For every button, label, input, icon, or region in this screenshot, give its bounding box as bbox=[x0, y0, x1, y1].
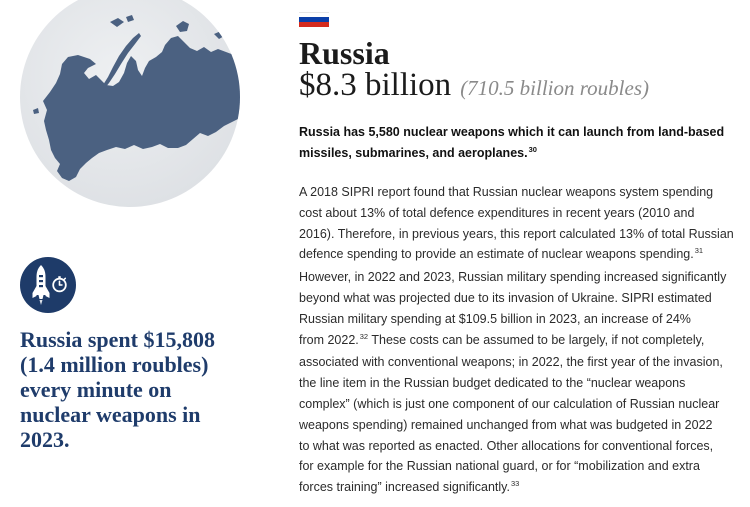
body-line bbox=[299, 477, 734, 500]
stat-line: 2023. bbox=[20, 427, 70, 452]
body-line: cost about 13% of total defence expenditures in recent years (2010 and bbox=[299, 205, 695, 220]
body-line: 2016). Therefore, in previous years, this report calculated 13% of total Russian bbox=[299, 226, 734, 241]
body-line: complex” (which is just one component of our calculation of Russian nuclear bbox=[299, 396, 720, 411]
rocket-stopwatch-icon bbox=[20, 257, 76, 313]
flag-stripe-red bbox=[299, 22, 329, 27]
body-line: the line item in the Russian budget dedicated to the “nuclear weapons bbox=[299, 376, 686, 391]
russia-globe-map bbox=[0, 0, 250, 212]
stat-line: every minute on bbox=[20, 377, 172, 402]
body-line: beyond what was projected due to its invasion of Ukraine. SIPRI estimated bbox=[299, 290, 712, 305]
spending-per-minute-stat bbox=[20, 327, 248, 452]
body-line-text: from 2022. bbox=[299, 332, 359, 347]
footnote-ref: 31 bbox=[694, 246, 704, 256]
summary-line bbox=[299, 143, 724, 165]
body-line: Russian military spending at $109.5 billion in 2023, an increase of 24% bbox=[299, 311, 691, 326]
russia-flag-icon bbox=[299, 12, 329, 27]
body-line: However, in 2022 and 2023, Russian military spending increased significantly bbox=[299, 270, 727, 285]
body-line bbox=[299, 330, 734, 353]
body-line: to what was reported as enacted. Other allocations for conventional forces, bbox=[299, 438, 714, 453]
body-line bbox=[299, 244, 734, 267]
summary-paragraph bbox=[299, 122, 724, 165]
stat-line: (1.4 million roubles) bbox=[20, 352, 209, 377]
summary-line-text: missiles, submarines, and aeroplanes. bbox=[299, 146, 528, 160]
footnote-ref: 33 bbox=[510, 479, 520, 489]
spending-amount bbox=[299, 66, 649, 107]
body-line-text: forces training” increased significantly. bbox=[299, 480, 510, 495]
stat-line: nuclear weapons in bbox=[20, 402, 201, 427]
summary-line: Russia has 5,580 nuclear weapons which it can launch from land-based bbox=[299, 125, 725, 139]
country-title: Russia bbox=[299, 35, 390, 71]
body-line: weapons spending) remained unchanged from what was budgeted in 2022 bbox=[299, 417, 713, 432]
spending-usd: $8.3 billion bbox=[299, 67, 452, 103]
footnote-ref: 30 bbox=[528, 145, 537, 154]
body-line: associated with conventional weapons; in 2022, the first year of the invasion, bbox=[299, 355, 723, 370]
body-line-text: These costs can be assumed to be largely, if not completely, bbox=[368, 332, 705, 347]
spending-local-currency: (710.5 billion roubles) bbox=[460, 76, 649, 100]
stat-line: Russia spent $15,808 bbox=[20, 327, 215, 352]
footnote-ref: 32 bbox=[359, 331, 369, 341]
body-paragraph bbox=[299, 182, 734, 500]
body-line: A 2018 SIPRI report found that Russian nuclear weapons system spending bbox=[299, 185, 714, 199]
body-line: for example for the Russian national guard, or for “mobilization and extra bbox=[299, 459, 700, 474]
body-line-text: defence spending to provide an estimate of nuclear weapons spending. bbox=[299, 247, 694, 262]
